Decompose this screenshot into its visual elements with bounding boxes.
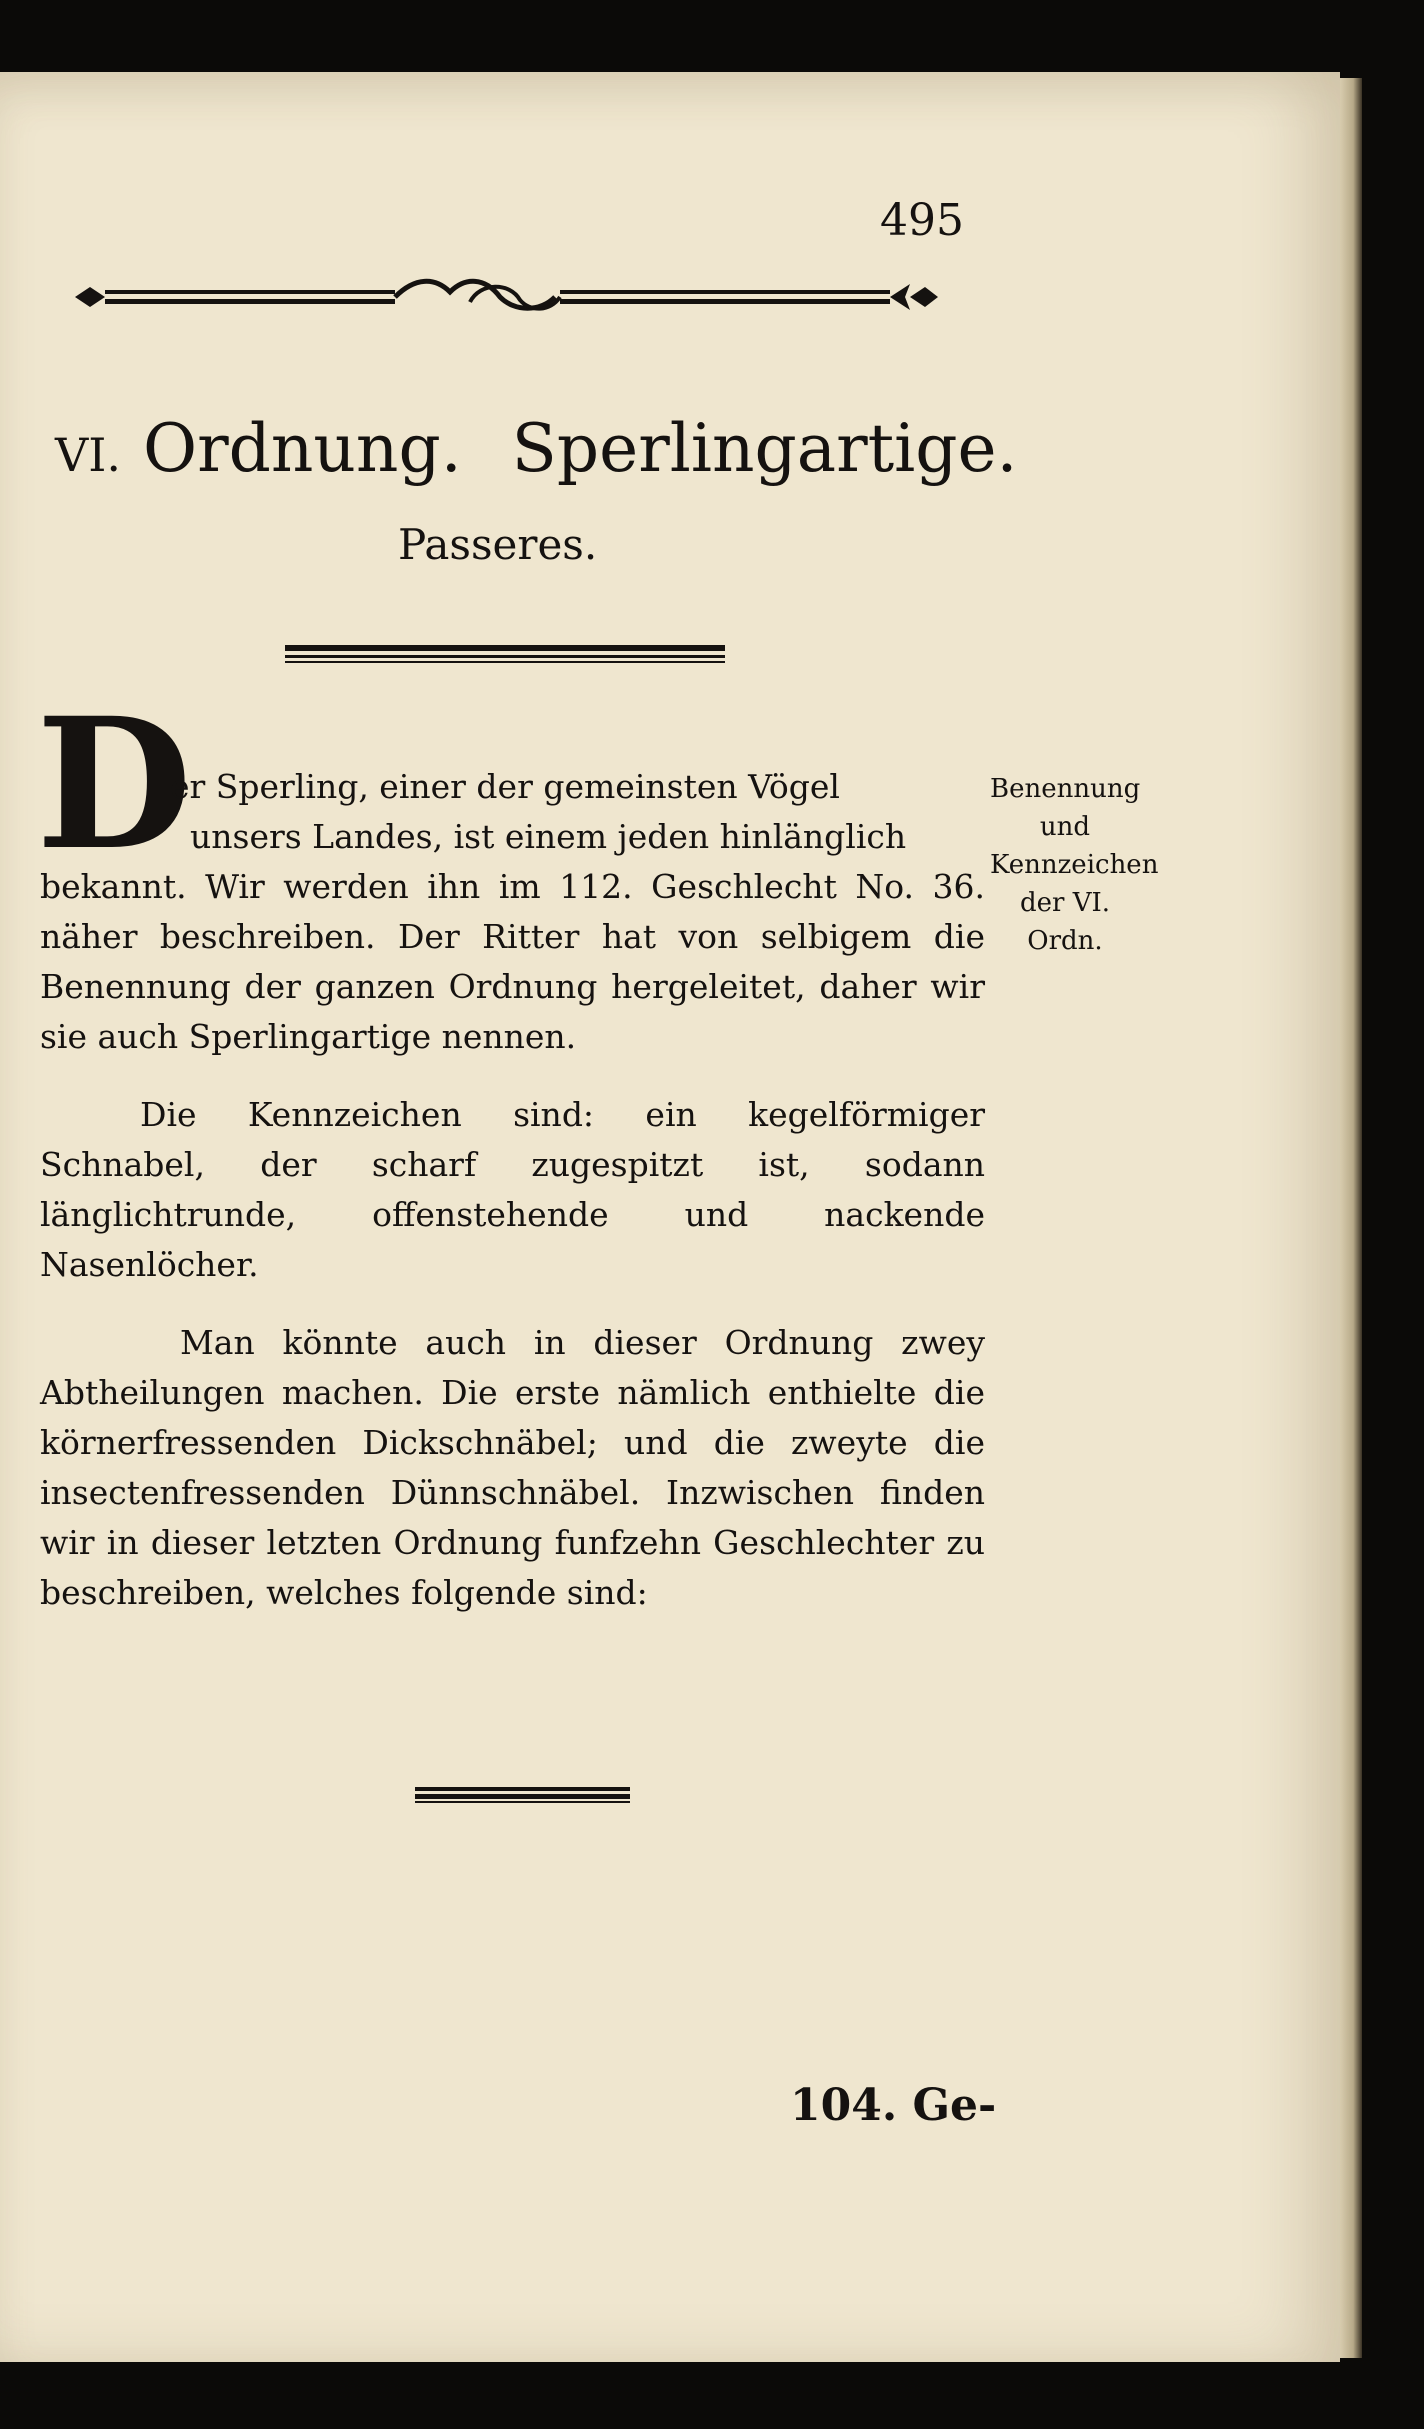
page-edge xyxy=(1340,78,1362,2358)
order-word: Ordnung. xyxy=(143,410,462,487)
order-name: Sperlingartige. xyxy=(511,410,1018,487)
paragraph-1-line-2: unsers Landes, ist einem jeden hinlänglich xyxy=(190,817,907,856)
paragraph-1-rest: bekannt. Wir werden ihn im 112. Geschlecht No. 36. näher beschreiben. Der Ritter hat von selbigem die Benennung der ganzen Ordnung hergeleitet, daher wir sie auch Sperlingartige nennen. xyxy=(40,867,985,1056)
paragraph-1 xyxy=(40,762,985,1062)
page-number: 495 xyxy=(880,195,964,246)
section-rule xyxy=(285,643,725,667)
paragraph-3: Man könnte auch in dieser Ordnung zwey Abtheilungen machen. Die erste nämlich enthielte die körnerfressenden Dickschnäbel; und die zweyte die insectenfressenden Dünnschnäbel. Inzwischen finden wir in dieser letzten Ordnung funfzehn Geschlechter zu beschreiben, welches folgende sind: xyxy=(40,1323,985,1612)
order-heading xyxy=(55,410,1055,487)
margin-note: Benennung und Kennzeichen der VI. Ordn. xyxy=(990,774,1159,956)
order-roman-numeral: VI. xyxy=(55,428,122,482)
body-text xyxy=(40,762,985,1618)
paragraph-2: Die Kennzeichen sind: ein kegelförmiger Schnabel, der scharf zugespitzt ist, sodann länglichtrunde, offenstehende und nackende Nasenlöcher. xyxy=(40,1095,985,1284)
drop-cap-initial: D xyxy=(36,679,193,890)
closing-rule xyxy=(415,1785,630,1805)
catchword: 104. Ge- xyxy=(790,2080,997,2131)
paragraph-1-line-1: er Sperling, einer der gemeinsten Vögel xyxy=(170,767,840,806)
header-ornament xyxy=(70,272,940,322)
latin-subtitle: Passeres. xyxy=(398,520,598,569)
